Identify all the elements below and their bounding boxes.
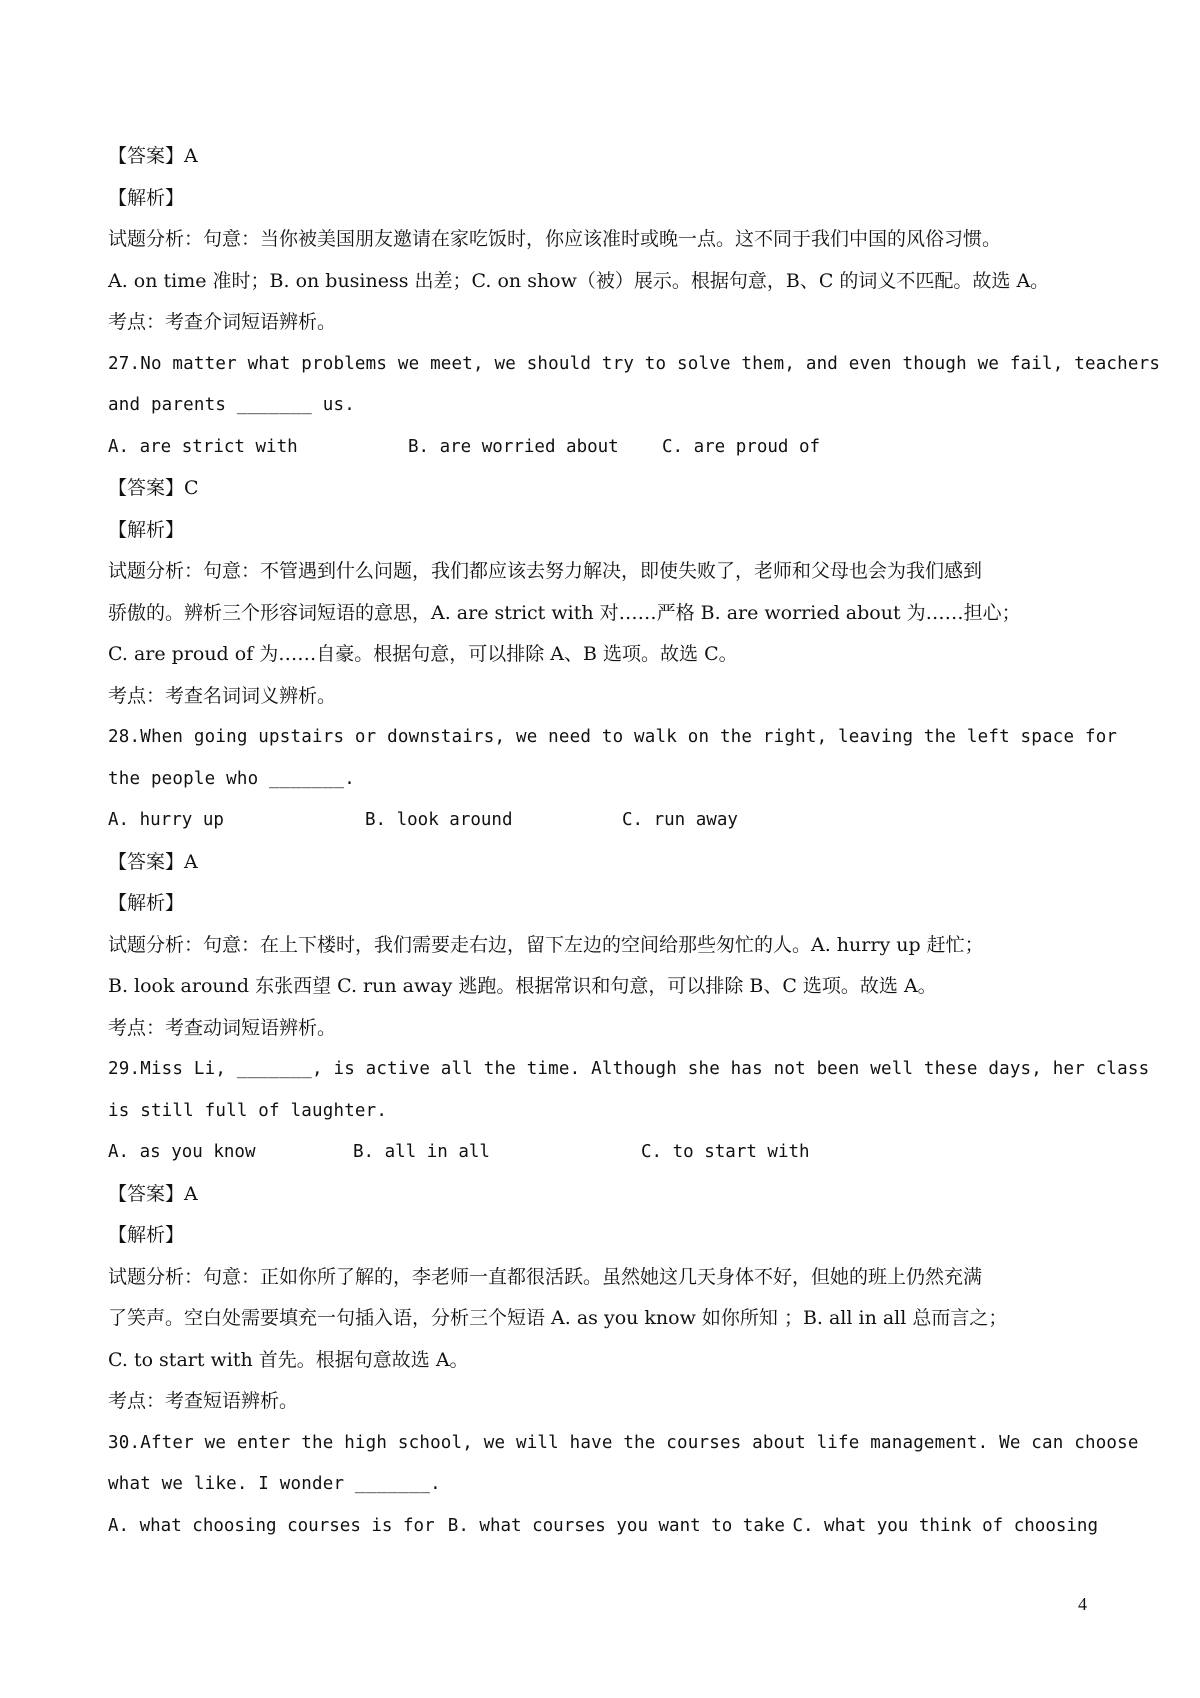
q26-analysis-line-1: 试题分析：句意：当你被美国朋友邀请在家吃饭时，你应该准时或晚一点。这不同于我们中国的风俗习惯。 bbox=[108, 228, 1002, 250]
q30-option-b: B. what courses you want to take bbox=[447, 1515, 785, 1536]
q28-stem-line-1: 28.When going upstairs or downstairs, we need to walk on the right, leaving the left space for bbox=[108, 727, 1118, 747]
q27-options bbox=[108, 427, 1098, 469]
q28-option-c: C. run away bbox=[622, 810, 738, 830]
q28-stem-line-2: the people who _______. bbox=[108, 768, 355, 789]
q29-stem-line-2: is still full of laughter. bbox=[108, 1100, 388, 1121]
q29-stem-line-1: 29.Miss Li, _______, is active all the time. Although she has not been well these days, her class bbox=[108, 1059, 1150, 1079]
q30-stem-line-1: 30.After we enter the high school, we will have the courses about life management. We can choose bbox=[108, 1432, 1139, 1453]
q29-test-point: 考点：考查短语辨析。 bbox=[108, 1390, 299, 1412]
q27-option-a: A. are strict with bbox=[108, 436, 298, 457]
page-content bbox=[108, 136, 1161, 1547]
q30-option-c: C. what you think of choosing bbox=[792, 1515, 1098, 1536]
q28-option-a: A. hurry up bbox=[108, 810, 224, 830]
q26-test-point: 考点：考查介词短语辨析。 bbox=[108, 311, 337, 333]
q29-analysis-line-3: C. to start with 首先。根据句意故选 A。 bbox=[108, 1348, 469, 1371]
q27-analysis-line-3: C. are proud of 为……自豪。根据句意，可以排除 A、B 选项。故选 C。 bbox=[108, 643, 738, 665]
q30-option-a: A. what choosing courses is for bbox=[108, 1515, 435, 1536]
page-number: 4 bbox=[1078, 1594, 1087, 1614]
q30-stem-line-2: what we like. I wonder _______. bbox=[108, 1474, 441, 1494]
q29-option-a: A. as you know bbox=[108, 1142, 256, 1162]
q27-analysis-label: 【解析】 bbox=[108, 518, 185, 541]
q28-analysis-line-1: 试题分析：句意：在上下楼时，我们需要走右边，留下左边的空间给那些匆忙的人。A. hurry up 赶忙； bbox=[108, 933, 984, 956]
q29-option-b: B. all in all bbox=[353, 1142, 490, 1162]
q28-options bbox=[108, 800, 1098, 842]
q28-answer: 【答案】A bbox=[108, 850, 198, 873]
q29-analysis-line-1: 试题分析：句意：正如你所了解的，李老师一直都很活跃。虽然她这几天身体不好，但她的班上仍然充满 bbox=[108, 1265, 983, 1288]
q29-answer: 【答案】A bbox=[108, 1182, 198, 1205]
q27-analysis-line-2: 骄傲的。辨析三个形容词短语的意思，A. are strict with 对……严格 B. are worried about 为……担心； bbox=[108, 601, 1021, 624]
q26-analysis-label: 【解析】 bbox=[108, 186, 185, 209]
q27-stem-line-1: 27.No matter what problems we meet, we should try to solve them, and even though we fail, teachers bbox=[108, 353, 1161, 374]
q28-analysis-label: 【解析】 bbox=[108, 892, 185, 914]
q27-analysis-line-1: 试题分析：句意：不管遇到什么问题，我们都应该去努力解决，即使失败了，老师和父母也会为我们感到 bbox=[108, 560, 983, 582]
q28-test-point: 考点：考查动词短语辨析。 bbox=[108, 1016, 337, 1039]
q26-analysis-line-2: A. on time 准时；B. on business 出差；C. on show（被）展示。根据句意，B、C 的词义不匹配。故选 A。 bbox=[108, 269, 1050, 292]
q30-options bbox=[108, 1506, 1098, 1548]
q28-analysis-line-2: B. look around 东张西望 C. run away 逃跑。根据常识和句意，可以排除 B、C 选项。故选 A。 bbox=[108, 975, 937, 997]
q27-test-point: 考点：考查名词词义辨析。 bbox=[108, 684, 337, 707]
q29-option-c: C. to start with bbox=[641, 1142, 810, 1162]
q29-analysis-label: 【解析】 bbox=[108, 1224, 185, 1246]
q29-analysis-line-2: 了笑声。空白处需要填充一句插入语，分析三个短语 A. as you know 如你所知 ；B. all in all 总而言之； bbox=[108, 1307, 1008, 1329]
q27-option-c: C. are proud of bbox=[662, 436, 821, 457]
q28-option-b: B. look around bbox=[365, 810, 513, 830]
q26-answer: 【答案】A bbox=[108, 145, 198, 167]
q27-stem-line-2: and parents _______ us. bbox=[108, 395, 355, 415]
q27-option-b: B. are worried about bbox=[408, 436, 619, 457]
q27-answer: 【答案】C bbox=[108, 477, 199, 499]
q29-options bbox=[108, 1132, 1098, 1174]
